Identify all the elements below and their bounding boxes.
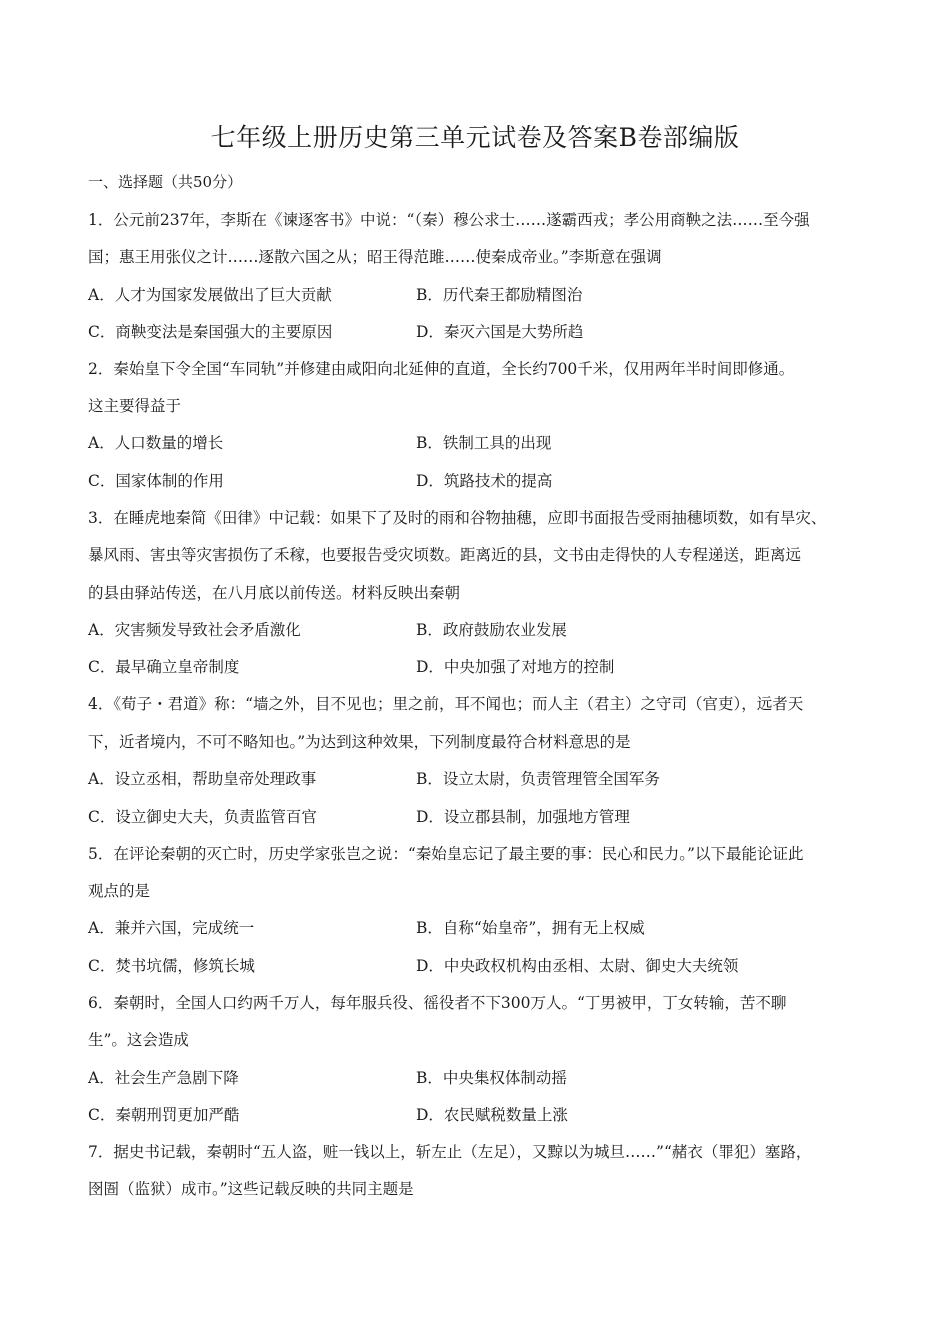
q5-option-b: B．自称“始皇帝”，拥有无上权威 (416, 919, 645, 937)
q3-stem-line-2: 暴风雨、害虫等灾害损伤了禾稼，也要报告受灾顷数。距离近的县，文书由走得快的人专程递送，距离远 (88, 546, 802, 564)
q2-option-b: B．铁制工具的出现 (416, 434, 552, 452)
q4-stem-line-2: 下，近者境内，不可不略知也。”为达到这种效果，下列制度最符合材料意思的是 (88, 733, 631, 751)
q6-stem-line-2: 生”。这会造成 (88, 1031, 189, 1049)
q4-option-b: B．设立太尉，负责管理管全国军务 (416, 770, 660, 788)
q5-stem-line-2: 观点的是 (88, 882, 151, 900)
q1-option-d: D．秦灭六国是大势所趋 (416, 323, 584, 341)
q3-option-b: B．政府鼓励农业发展 (416, 621, 567, 639)
q6-option-d: D．农民赋税数量上涨 (416, 1106, 568, 1124)
q7-stem-line-1: 7．据史书记载，秦朝时“五人盗，赃一钱以上，斩左止（左足），又黥以为城旦……”“赭衣（罪犯）塞路， (88, 1143, 812, 1161)
q1-stem-line-1: 1．公元前237年，李斯在《谏逐客书》中说：“（秦）穆公求士……遂霸西戎；孝公用商鞅之法……至今强 (88, 211, 810, 229)
q4-option-a: A．设立丞相，帮助皇帝处理政事 (88, 770, 317, 788)
q5-stem-line-1: 5．在评论秦朝的灭亡时，历史学家张岂之说：“秦始皇忘记了最主要的事：民心和民力。”以下最能论证此 (88, 845, 804, 863)
q6-option-c: C．秦朝刑罚更加严酷 (88, 1106, 240, 1124)
q2-option-c: C．国家体制的作用 (88, 472, 224, 490)
q1-stem-line-2: 国；惠王用张仪之计……逐散六国之从；昭王得范雎……使秦成帝业。”李斯意在强调 (88, 248, 662, 266)
q3-option-a: A．灾害频发导致社会矛盾激化 (88, 621, 301, 639)
q6-option-a: A．社会生产急剧下降 (88, 1069, 239, 1087)
q6-stem-line-1: 6．秦朝时，全国人口约两千万人，每年服兵役、徭役者不下300万人。“丁男被甲，丁女转输，苦不聊 (88, 994, 787, 1012)
q5-option-a: A．兼并六国，完成统一 (88, 919, 255, 937)
q2-option-d: D．筑路技术的提高 (416, 472, 553, 490)
section-heading: 一、选择题（共50分） (88, 173, 243, 191)
q2-option-a: A．人口数量的增长 (88, 434, 224, 452)
q7-stem-line-2: 囹圄（监狱）成市。”这些记载反映的共同主题是 (88, 1180, 414, 1198)
q3-stem-line-3: 的县由驿站传送，在八月底以前传送。材料反映出秦朝 (88, 584, 461, 602)
q1-option-c: C．商鞅变法是秦国强大的主要原因 (88, 323, 333, 341)
q3-stem-line-1: 3．在睡虎地秦简《田律》中记载：如果下了及时的雨和谷物抽穗，应即书面报告受雨抽穗顷数，如有旱灾、 (88, 509, 827, 527)
q5-option-c: C．焚书坑儒，修筑长城 (88, 957, 255, 975)
q1-option-a: A．人才为国家发展做出了巨大贡献 (88, 286, 332, 304)
q6-option-b: B．中央集权体制动摇 (416, 1069, 567, 1087)
q4-stem-line-1: 4．《荀子・君道》称：“墙之外，目不见也；里之前，耳不闻也；而人主（君主）之守司（官吏），远者天 (88, 695, 804, 713)
q2-stem-line-2: 这主要得益于 (88, 397, 182, 415)
q2-stem-line-1: 2．秦始皇下令全国“车同轨”并修建由咸阳向北延伸的直道，全长约700千米，仅用两年半时间即修通。 (88, 360, 795, 378)
q5-option-d: D．中央政权机构由丞相、太尉、御史大夫统领 (416, 957, 739, 975)
q3-option-d: D．中央加强了对地方的控制 (416, 658, 615, 676)
document-title: 七年级上册历史第三单元试卷及答案B卷部编版 (210, 123, 740, 152)
q3-option-c: C．最早确立皇帝制度 (88, 658, 240, 676)
q4-option-d: D．设立郡县制，加强地方管理 (416, 808, 630, 826)
q1-option-b: B．历代秦王都励精图治 (416, 286, 583, 304)
q4-option-c: C．设立御史大夫，负责监管百官 (88, 808, 317, 826)
